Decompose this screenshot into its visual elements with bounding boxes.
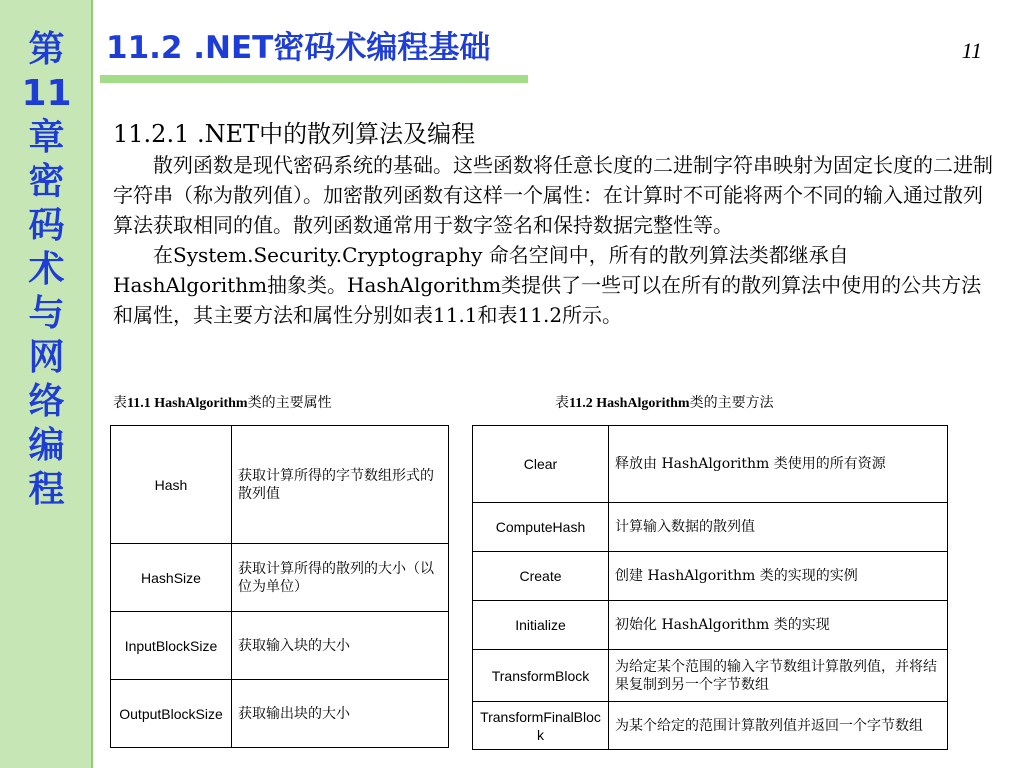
caption-bold: 11.1 HashAlgorithm: [127, 396, 248, 411]
page-number: 11: [961, 38, 982, 63]
table-row: [111, 612, 449, 680]
chapter-label-line: 章: [28, 117, 65, 158]
chapter-label-line: 络: [28, 381, 65, 422]
method-name: TransformFinalBlock: [473, 702, 609, 750]
table-row: [473, 426, 948, 503]
table-row: [111, 426, 449, 544]
method-name: ComputeHash: [473, 503, 609, 552]
caption-prefix: 表: [555, 395, 569, 411]
table-row: [473, 702, 948, 750]
chapter-label-line: 第: [28, 29, 65, 70]
paragraph: 散列函数是现代密码系统的基础。这些函数将任意长度的二进制字符串映射为固定长度的二进制字符串（称为散列值）。加密散列函数有这样一个属性：在计算时不可能将两个不同的输入通过散列算法获取相同的值。散列函数通常用于数字签名和保持数据完整性等。: [113, 153, 993, 237]
table-row: [473, 503, 948, 552]
property-description: 获取计算所得的散列的大小（以位为单位）: [232, 544, 449, 612]
property-name: HashSize: [111, 544, 232, 612]
method-description: 计算输入数据的散列值: [609, 503, 948, 552]
table-row: [111, 680, 449, 748]
properties-table: [110, 425, 449, 748]
property-name: OutputBlockSize: [111, 680, 232, 748]
methods-table: [472, 425, 948, 750]
chapter-label-line: 网: [28, 337, 65, 378]
caption-bold: 11.2 HashAlgorithm: [569, 396, 690, 411]
method-description: 释放由 HashAlgorithm 类使用的所有资源: [609, 426, 948, 503]
property-description: 获取输出块的大小: [232, 680, 449, 748]
chapter-label-line: 编: [28, 425, 65, 466]
table2-caption: [555, 392, 774, 412]
table-row: [473, 650, 948, 702]
chapter-label-line: 码: [28, 205, 65, 246]
method-name: Initialize: [473, 601, 609, 650]
caption-prefix: 表: [113, 395, 127, 411]
slide-title: 11.2 .NET密码术编程基础: [106, 30, 491, 66]
table1-caption: [113, 392, 332, 412]
body-text: [113, 150, 993, 330]
chapter-label-line: 与: [28, 293, 65, 334]
section-heading: 11.2.1 .NET中的散列算法及编程: [113, 120, 476, 148]
method-name: Create: [473, 552, 609, 601]
method-description: 初始化 HashAlgorithm 类的实现: [609, 601, 948, 650]
property-description: 获取计算所得的字节数组形式的散列值: [232, 426, 449, 544]
method-description: 创建 HashAlgorithm 类的实现的实例: [609, 552, 948, 601]
chapter-label-line: 11: [21, 73, 72, 114]
chapter-label-line: 术: [28, 249, 65, 290]
property-name: InputBlockSize: [111, 612, 232, 680]
table-row: [473, 601, 948, 650]
sidebar: [0, 0, 93, 768]
chapter-label-line: 程: [28, 469, 65, 510]
paragraph: 在System.Security.Cryptography 命名空间中，所有的散列算法类都继承自HashAlgorithm抽象类。HashAlgorithm类提供了一些可以在所有的散列算法中使用的公共方法和属性，其主要方法和属性分别如表11.1和表11.2所示。: [113, 243, 982, 327]
chapter-label: [0, 28, 93, 512]
property-name: Hash: [111, 426, 232, 544]
method-name: Clear: [473, 426, 609, 503]
property-description: 获取输入块的大小: [232, 612, 449, 680]
caption-suffix: 类的主要属性: [247, 395, 332, 411]
table-row: [111, 544, 449, 612]
method-description: 为给定某个范围的输入字节数组计算散列值，并将结果复制到另一个字节数组: [609, 650, 948, 702]
title-underline: [100, 75, 528, 83]
chapter-label-line: 密: [28, 161, 65, 202]
table-row: [473, 552, 948, 601]
method-name: TransformBlock: [473, 650, 609, 702]
method-description: 为某个给定的范围计算散列值并返回一个字节数组: [609, 702, 948, 750]
caption-suffix: 类的主要方法: [689, 395, 774, 411]
